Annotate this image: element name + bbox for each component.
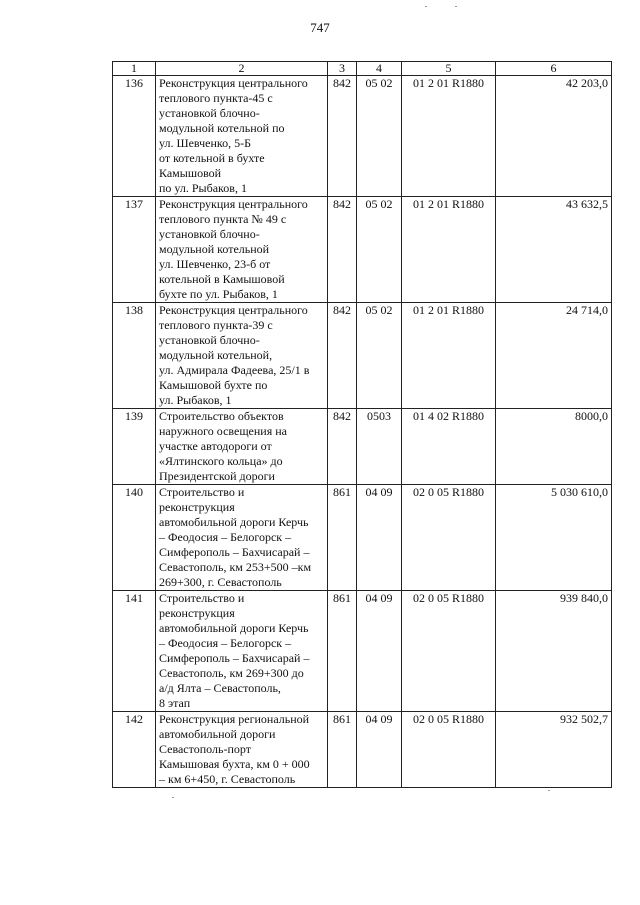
table-row <box>113 485 612 591</box>
project-name: Реконструкция региональной автомобильной дороги Севастополь-порт Камышовая бухта, км 0 + 000 – км 6+450, г. Севастополь <box>156 712 328 788</box>
section-code: 04 09 <box>357 485 402 591</box>
target-article: 01 4 02 R1880 <box>402 409 496 485</box>
ministry-code: 861 <box>328 712 357 788</box>
header-cell-5: 5 <box>402 62 496 76</box>
ministry-code: 842 <box>328 76 357 197</box>
target-article: 01 2 01 R1880 <box>402 197 496 303</box>
amount: 939 840,0 <box>496 591 612 712</box>
header-cell-2: 2 <box>156 62 328 76</box>
section-code: 05 02 <box>357 303 402 409</box>
row-number: 138 <box>113 303 156 409</box>
scan-speck <box>548 790 550 791</box>
row-number: 142 <box>113 712 156 788</box>
ministry-code: 842 <box>328 303 357 409</box>
header-cell-4: 4 <box>357 62 402 76</box>
amount: 42 203,0 <box>496 76 612 197</box>
row-number: 139 <box>113 409 156 485</box>
row-number: 141 <box>113 591 156 712</box>
amount: 932 502,7 <box>496 712 612 788</box>
header-cell-1: 1 <box>113 62 156 76</box>
table-row <box>113 76 612 197</box>
project-name: Реконструкция центрального теплового пункта № 49 с установкой блочно- модульной котельной ул. Шевченко, 23-б от котельной в Камышовой бухте по ул. Рыбаков, 1 <box>156 197 328 303</box>
header-row <box>113 62 612 76</box>
target-article: 01 2 01 R1880 <box>402 303 496 409</box>
section-code: 0503 <box>357 409 402 485</box>
table-row <box>113 197 612 303</box>
amount: 24 714,0 <box>496 303 612 409</box>
project-name: Реконструкция центрального теплового пункта-39 с установкой блочно- модульной котельной, ул. Адмирала Фадеева, 25/1 в Камышовой бухте по ул. Рыбаков, 1 <box>156 303 328 409</box>
table-row <box>113 303 612 409</box>
ministry-code: 861 <box>328 485 357 591</box>
scan-speck <box>425 6 427 7</box>
scan-speck <box>172 797 174 798</box>
target-article: 02 0 05 R1880 <box>402 485 496 591</box>
row-number: 137 <box>113 197 156 303</box>
amount: 43 632,5 <box>496 197 612 303</box>
target-article: 01 2 01 R1880 <box>402 76 496 197</box>
table-row <box>113 591 612 712</box>
target-article: 02 0 05 R1880 <box>402 712 496 788</box>
header-cell-6: 6 <box>496 62 612 76</box>
row-number: 140 <box>113 485 156 591</box>
section-code: 04 09 <box>357 591 402 712</box>
header-cell-3: 3 <box>328 62 357 76</box>
target-article: 02 0 05 R1880 <box>402 591 496 712</box>
project-name: Строительство и реконструкция автомобильной дороги Керчь – Феодосия – Белогорск – Симферополь – Бахчисарай – Севастополь, км 269+300 до а/д Ялта – Севастополь, 8 этап <box>156 591 328 712</box>
project-name: Строительство и реконструкция автомобильной дороги Керчь – Феодосия – Белогорск – Симферополь – Бахчисарай – Севастополь, км 253+500 –км 269+300, г. Севастополь <box>156 485 328 591</box>
section-code: 05 02 <box>357 197 402 303</box>
row-number: 136 <box>113 76 156 197</box>
table-row <box>113 712 612 788</box>
ministry-code: 861 <box>328 591 357 712</box>
ministry-code: 842 <box>328 409 357 485</box>
section-code: 05 02 <box>357 76 402 197</box>
project-name: Строительство объектов наружного освещения на участке автодороги от «Ялтинского кольца» до Президентской дороги <box>156 409 328 485</box>
table-row <box>113 409 612 485</box>
page-number: 747 <box>310 20 330 35</box>
project-name: Реконструкция центрального теплового пункта-45 с установкой блочно- модульной котельной по ул. Шевченко, 5-Б от котельной в бухте Камышовой по ул. Рыбаков, 1 <box>156 76 328 197</box>
section-code: 04 09 <box>357 712 402 788</box>
scan-speck <box>455 6 457 7</box>
amount: 5 030 610,0 <box>496 485 612 591</box>
amount: 8000,0 <box>496 409 612 485</box>
ministry-code: 842 <box>328 197 357 303</box>
budget-table <box>112 61 612 788</box>
